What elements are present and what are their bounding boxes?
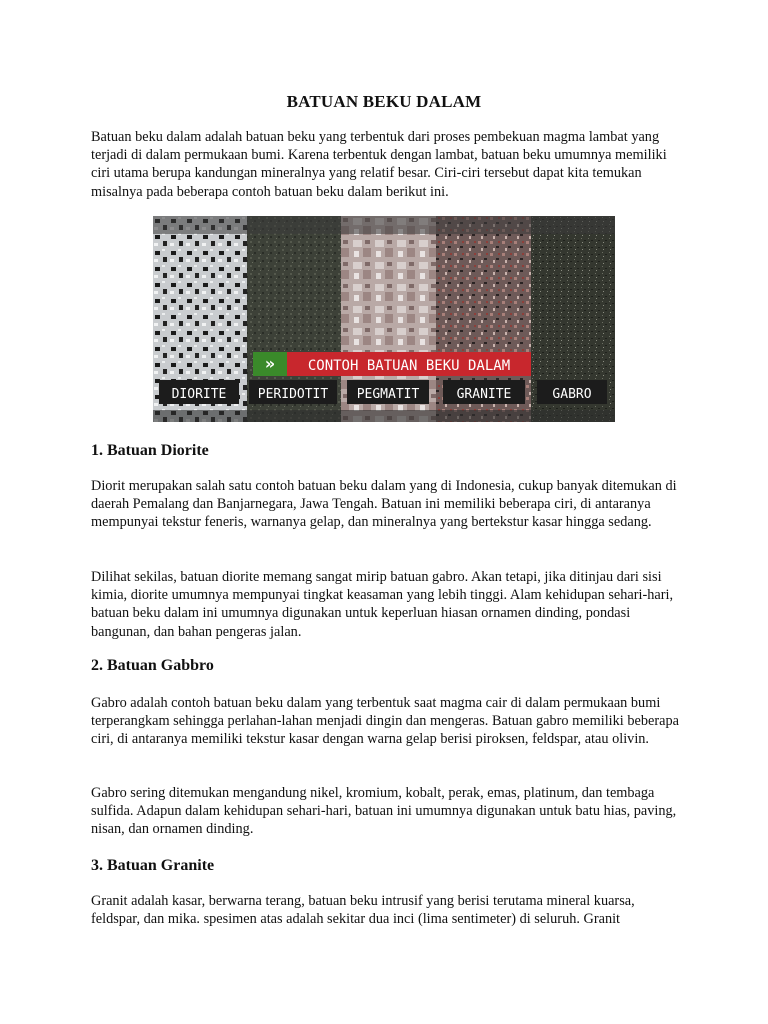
label-peridotit: PERIDOTIT bbox=[257, 387, 329, 402]
diorite-paragraph-1: Diorit merupakan salah satu contoh batuan beku dalam yang di Indonesia, cukup banyak ditemukan di daerah Pemalang dan Banjarnegara, Jawa Tengah. Batuan ini memiliki beberapa ciri, di antaranya mempunyai tekstur feneris, warnanya gelap, dan mineralnya yang bertekstur kasar hingga sedang. bbox=[91, 478, 677, 531]
double-chevron-icon: » bbox=[264, 354, 276, 373]
diorite-paragraph-2: Dilihat sekilas, batuan diorite memang sangat mirip batuan gabro. Akan tetapi, jika ditinjau dari sisi kimia, diorite umumnya mempunyai tingkat keasaman yang lebih tinggi. Alam kehidupan sehari-hari, batuan beku dalam ini umumnya digunakan untuk keperluan hiasan ornamen dinding, pondasi bangunan, dan bahan pengeras jalan. bbox=[91, 569, 674, 640]
rock-examples-banner bbox=[153, 216, 615, 422]
label-gabro: GABRO bbox=[552, 387, 592, 402]
gabbro-paragraph-2: Gabro sering ditemukan mengandung nikel, kromium, kobalt, perak, emas, platinum, dan tembaga sulfida. Adapun dalam kehidupan sehari-hari, batuan ini umumnya digunakan untuk batu hias, paving, nisan, dan ornamen dinding. bbox=[91, 785, 677, 838]
intro-paragraph: Batuan beku dalam adalah batuan beku yang terbentuk dari proses pembekuan magma lambat yang terjadi di dalam permukaan bumi. Karena terbentuk dengan lambat, batuan beku umumnya memiliki ciri utama berupa kandungan mineralnya yang relatif besar. Ciri-ciri tersebut dapat kita temukan misalnya pada beberapa contoh batuan beku dalam berikut ini. bbox=[91, 129, 667, 200]
label-diorite: DIORITE bbox=[171, 387, 227, 402]
section-heading-granite: 3. Batuan Granite bbox=[91, 857, 215, 874]
label-pegmatit: PEGMATIT bbox=[356, 387, 420, 402]
label-granite: GRANITE bbox=[456, 387, 512, 402]
section-heading-gabbro: 2. Batuan Gabbro bbox=[91, 657, 214, 674]
granite-paragraph-1: Granit adalah kasar, berwarna terang, batuan beku intrusif yang berisi terutama mineral kuarsa, feldspar, dan mika. spesimen atas adalah sekitar dua inci (lima sentimeter) di seluruh. Granit bbox=[91, 893, 635, 928]
rock-photo-collage bbox=[153, 216, 615, 422]
gabbro-paragraph-1: Gabro adalah contoh batuan beku dalam yang terbentuk saat magma cair di dalam permukaan bumi terperangkam sehingga perlahan-lahan menjadi dingin dan mengeras. Batuan gabro memiliki beberapa ciri, di antaranya memiliki tekstur kasar dengan warna gelap berisi piroksen, feldspar, atau olivin. bbox=[91, 695, 679, 748]
banner-heading: CONTOH BATUAN BEKU DALAM bbox=[307, 358, 511, 374]
document-title: BATUAN BEKU DALAM bbox=[286, 92, 482, 111]
section-heading-diorite: 1. Batuan Diorite bbox=[91, 442, 209, 459]
